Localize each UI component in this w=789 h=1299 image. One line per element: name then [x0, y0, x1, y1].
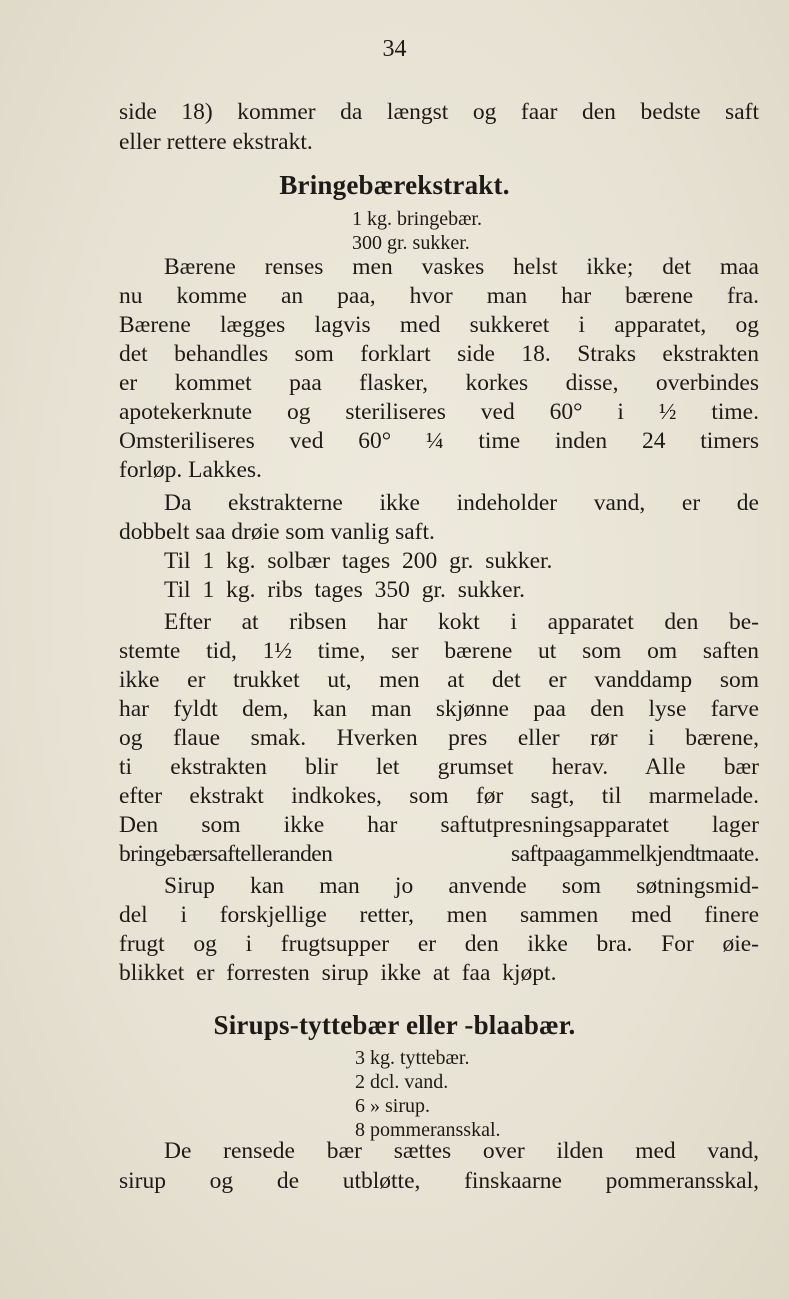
text-line: det behandles som forklart side 18. Straks ekstrakten	[119, 341, 759, 367]
text-line: blikket er forresten sirup ikke at faa kjøpt.	[119, 960, 557, 986]
text-line: og flaue smak. Hverken pres eller rør i bærene,	[119, 725, 759, 751]
text-line: Den som ikke har saftutpresningsapparatet lager	[119, 812, 759, 838]
text-line: Da ekstrakterne ikke indeholder vand, er de	[164, 490, 759, 516]
text-line: ti ekstrakten blir let grumset herav. Alle bær	[119, 754, 759, 780]
text-line: forløp. Lakkes.	[119, 457, 262, 483]
text-line: efter ekstrakt indkokes, som før sagt, til marmelade.	[119, 783, 759, 809]
text-line: side 18) kommer da længst og faar den bedste saft	[119, 99, 759, 125]
recipe-title: Sirups-tyttebær eller -blaabær.	[213, 1010, 576, 1040]
recipe-title: Bringebærekstrakt.	[279, 170, 510, 200]
text-line: har fyldt dem, kan man skjønne paa den lyse farve	[119, 696, 759, 722]
page-number: 34	[382, 36, 407, 62]
text-line: Til 1 kg. solbær tages 200 gr. sukker.	[164, 548, 553, 574]
text-line: dobbelt saa drøie som vanlig saft.	[119, 519, 435, 545]
text-line: stemte tid, 1½ time, ser bærene ut som om saften	[119, 638, 759, 664]
text-line: apotekerknute og steriliseres ved 60° i ½ time.	[119, 399, 759, 425]
text-line: De rensede bær sættes over ilden med vand,	[164, 1138, 759, 1164]
text-line: frugt og i frugtsupper er den ikke bra. For øie-	[119, 931, 759, 957]
text-line: ikke er trukket ut, men at det er vanddamp som	[119, 667, 759, 693]
ingredient-line: 8 pommeransskal.	[355, 1119, 501, 1141]
text-line: eller rettere ekstrakt.	[119, 129, 313, 155]
ingredient-line: 6 » sirup.	[355, 1095, 430, 1117]
text-line: Omsteriliseres ved 60° ¼ time inden 24 timers	[119, 428, 759, 454]
text-line: Efter at ribsen har kokt i apparatet den be-	[164, 609, 759, 635]
text-line: Til 1 kg. ribs tages 350 gr. sukker.	[164, 577, 526, 603]
text-line: Sirup kan man jo anvende som søtningsmid-	[164, 873, 759, 899]
text-line: del i forskjellige retter, men sammen med finere	[119, 902, 759, 928]
text-line: nu komme an paa, hvor man har bærene fra.	[119, 283, 759, 309]
text-line: sirup og de utbløtte, finskaarne pommeransskal,	[119, 1168, 759, 1194]
text-line: Bærene lægges lagvis med sukkeret i apparatet, og	[119, 312, 759, 338]
ingredient-line: 3 kg. tyttebær.	[355, 1047, 470, 1069]
text-line: Bærene renses men vaskes helst ikke; det maa	[164, 254, 759, 280]
ingredient-line: 300 gr. sukker.	[352, 232, 470, 254]
ingredient-line: 2 dcl. vand.	[355, 1071, 449, 1093]
text-line: er kommet paa flasker, korkes disse, overbindes	[119, 370, 759, 396]
ingredient-line: 1 kg. bringebær.	[352, 208, 482, 230]
text-line: bringebærsaftelleranden saftpaagammelkjendtmaate.	[119, 841, 759, 867]
